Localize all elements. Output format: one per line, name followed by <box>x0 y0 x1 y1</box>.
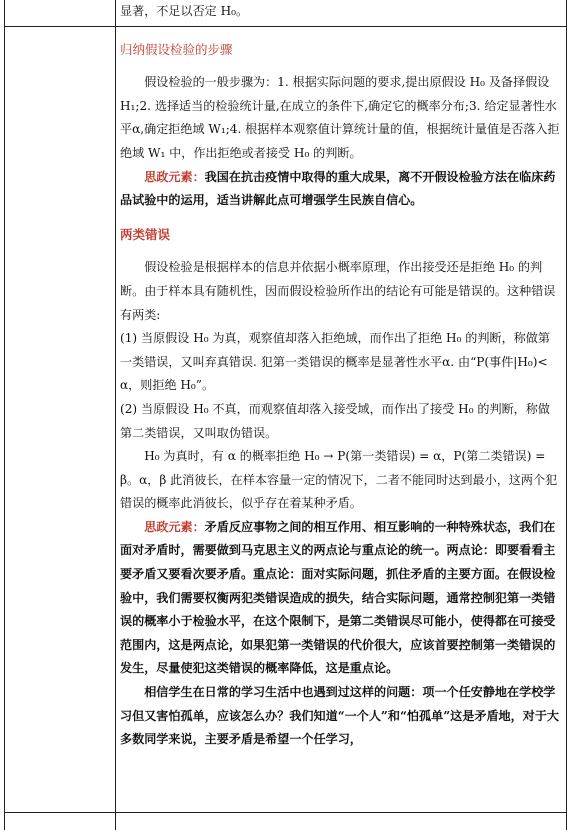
error-relation: H₀ 为真时，有 α 的概率拒绝 H₀ → P(第一类错误) = α，P(第二类错误) = β。α，β 此消彼长，在样本容量一定的情况下，二者不能同时达到最小，这两个犯错误的概率此消彼长，似乎存在着某种矛盾。 <box>120 449 558 511</box>
table-left-border <box>4 0 5 830</box>
error-item-1: (1) 当原假设 H₀ 为真，观察值却落入拒绝域，而作出了拒绝 H₀ 的判断，称做第一类错误，又叫弃真错误. 犯第一类错误的概率是显著性水平α. 由“P(事件|H₀)< α，则拒绝 H₀”。 <box>120 331 550 393</box>
error-item-2: (2) 当原假设 H₀ 不真，而观察值却落入接受域，而作出了接受 H₀ 的判断，称做第二类错误，又叫取伪错误。 <box>120 401 550 440</box>
error-heading: 两类错误 <box>120 226 171 242</box>
ideology-label: 思政元素： <box>144 519 205 534</box>
ideology-label: 思政元素： <box>144 169 205 184</box>
ideology-text: 我国在抗击疫情中取得的重大成果，离不开假设检验方法在临床药品试验中的运用，适当讲解此点可增强学生民族自信心。 <box>120 169 556 208</box>
steps-paragraph: 假设检验的一般步骤为：1. 根据实际问题的要求,提出原假设 H₀ 及备择假设 H₁;2. 选择适当的检验统计量,在成立的条件下,确定它的概率分布;3. 给定显著性水平α,确定拒绝域 W₁;4. 根据样本观察值计算统计量的值，根据统计量值是否落入拒绝域 W₁ 中，作出拒绝或者接受 H₀ 的判断。 <box>120 75 560 160</box>
table-right-border <box>566 0 567 830</box>
ideology-text: 矛盾反应事物之间的相互作用、相互影响的一种特殊状态，我们在面对矛盾时，需要做到马克思主义的两点论与重点论的统一。两点论：即要看看主要矛盾又要看次要矛盾。重点论：面对实际问题，抓住矛盾的主要方面。在假设检验中，我们需要权衡两犯类错误造成的损失，结合实际问题，通常控制犯第一类错误的概率小于检验水平，在这个限制下，是第二类错误尽可能小，使得都在可接受范围内，这是两点论，如果犯第一类错误的代价很大，应该首要控制第一类错误的发生，尽量使犯这类错误的概率降低，这是重点论。 <box>120 519 556 676</box>
top-line: 显著，不足以否定 H₀。 <box>120 4 249 18</box>
steps-ideology <box>120 166 560 213</box>
error-intro: 假设检验是根据样本的信息并依据小概率原理，作出接受还是拒绝 H₀ 的判断。由于样本具有随机性，因而假设检验所作出的结论有可能是错误的。这种错误有两类: <box>120 260 556 322</box>
closing-paragraph: 相信学生在日常的学习生活中也遇到过这样的问题：项一个任安静地在学校学习但又害怕孤单，应该怎么办？我们知道“一个人”和“怕孤单”这是矛盾地，对于大多数同学来说，主要矛盾是希望一个任学习， <box>120 685 560 747</box>
content-cell <box>116 0 566 830</box>
error-ideology <box>120 516 560 681</box>
content-body <box>116 0 566 752</box>
steps-heading: 归纳假设检验的步骤 <box>120 41 233 57</box>
